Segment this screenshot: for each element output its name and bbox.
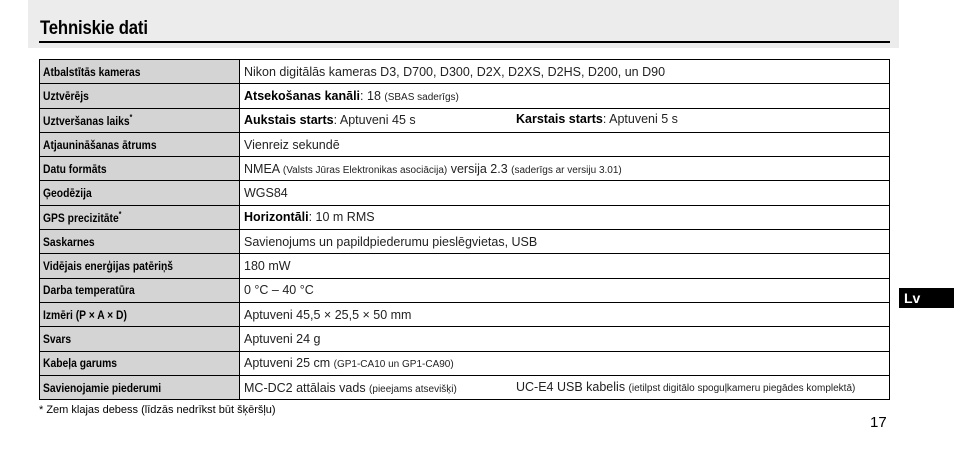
spec-value: : 18 xyxy=(360,88,385,103)
spec-value2: UC-E4 USB kabelis xyxy=(516,379,629,394)
spec-value: Vienreiz sekundē xyxy=(240,132,890,156)
footnote-mark: * xyxy=(118,209,122,219)
spec-value: : 10 m RMS xyxy=(308,210,375,225)
spec-value-bold: Aukstais starts xyxy=(244,113,334,128)
spec-value: Nikon digitālās kameras D3, D700, D300, D2X, D2XS, D2HS, D200, un D90 xyxy=(240,60,890,84)
spec-label: Ģeodēzija xyxy=(43,186,92,201)
spec-value: MC-DC2 attālais vads xyxy=(244,380,370,395)
spec-label: Uztveršanas laiks xyxy=(43,113,130,128)
spec-label: Vidējais enerģijas patēriņš xyxy=(43,259,174,274)
spec-label: Kabeļa garums xyxy=(43,356,118,371)
spec-value-mid: versija 2.3 xyxy=(447,161,512,176)
spec-value-note: (SBAS saderīgs) xyxy=(384,91,459,103)
spec-value: 180 mW xyxy=(240,254,890,278)
spec-row-update-rate xyxy=(40,132,890,156)
spec-label: Saskarnes xyxy=(43,234,95,249)
specs-table xyxy=(39,59,890,400)
spec-label: Atbalstītās kameras xyxy=(43,64,141,79)
spec-row-data-format xyxy=(40,157,890,181)
spec-label: Savienojamie piederumi xyxy=(43,380,162,395)
page-number: 17 xyxy=(870,414,887,431)
spec-value: NMEA xyxy=(244,161,283,176)
spec-row-weight xyxy=(40,327,890,351)
spec-value-note2: (saderīgs ar versiju 3.01) xyxy=(511,164,622,176)
spec-value: WGS84 xyxy=(240,181,890,205)
spec-value: Aptuveni 45,5 × 25,5 × 50 mm xyxy=(240,302,890,326)
spec-value: Aptuveni 25 cm xyxy=(244,356,334,371)
spec-row-temperature xyxy=(40,278,890,302)
spec-row-cable-length xyxy=(40,351,890,375)
spec-value-note: (GP1-CA10 un GP1-CA90) xyxy=(333,359,454,371)
spec-value-note: (Valsts Jūras Elektronikas asociācija) xyxy=(282,164,448,176)
spec-value-bold: Horizontāli xyxy=(244,210,309,225)
spec-value-note: (pieejams atsevišķi) xyxy=(369,383,457,395)
spec-value: 0 °C – 40 °C xyxy=(240,278,890,302)
spec-row-accessories xyxy=(40,375,890,399)
spec-value2-bold: Karstais starts xyxy=(516,111,603,126)
spec-label: Izmēri (P × A × D) xyxy=(43,307,127,322)
spec-row-interfaces xyxy=(40,230,890,254)
footnote-mark: * xyxy=(129,112,133,122)
spec-label: Atjaunināšanas ātrums xyxy=(43,137,157,152)
spec-value: Aptuveni 24 g xyxy=(240,327,890,351)
spec-row-acquisition xyxy=(40,108,890,132)
spec-value2: : Aptuveni 5 s xyxy=(602,111,678,126)
spec-row-dimensions xyxy=(40,302,890,326)
spec-label: Darba temperatūra xyxy=(43,283,135,298)
spec-row-cameras xyxy=(40,60,890,84)
spec-row-receiver xyxy=(40,84,890,108)
spec-value2-note: (ietilpst digitālo spoguļkameru piegādes komplektā) xyxy=(628,382,856,394)
spec-label: Datu formāts xyxy=(43,161,107,176)
spec-label: Uztvērējs xyxy=(43,88,89,103)
spec-row-gps-accuracy xyxy=(40,205,890,229)
spec-row-power xyxy=(40,254,890,278)
footnote: * Zem klajas debess (līdzās nedrīkst būt šķēršļu) xyxy=(39,404,276,416)
spec-label: Svars xyxy=(43,331,72,346)
spec-value: Savienojums un papildpiederumu pieslēgvietas, USB xyxy=(240,230,890,254)
spec-value-bold: Atsekošanas kanāli xyxy=(244,88,361,103)
title-underline xyxy=(39,41,890,43)
spec-value: : Aptuveni 45 s xyxy=(333,113,416,128)
language-tab: Lv xyxy=(899,288,954,308)
spec-row-geodesy xyxy=(40,181,890,205)
page-title: Tehniskie dati xyxy=(40,18,148,39)
spec-label: GPS precizitāte xyxy=(43,210,119,225)
